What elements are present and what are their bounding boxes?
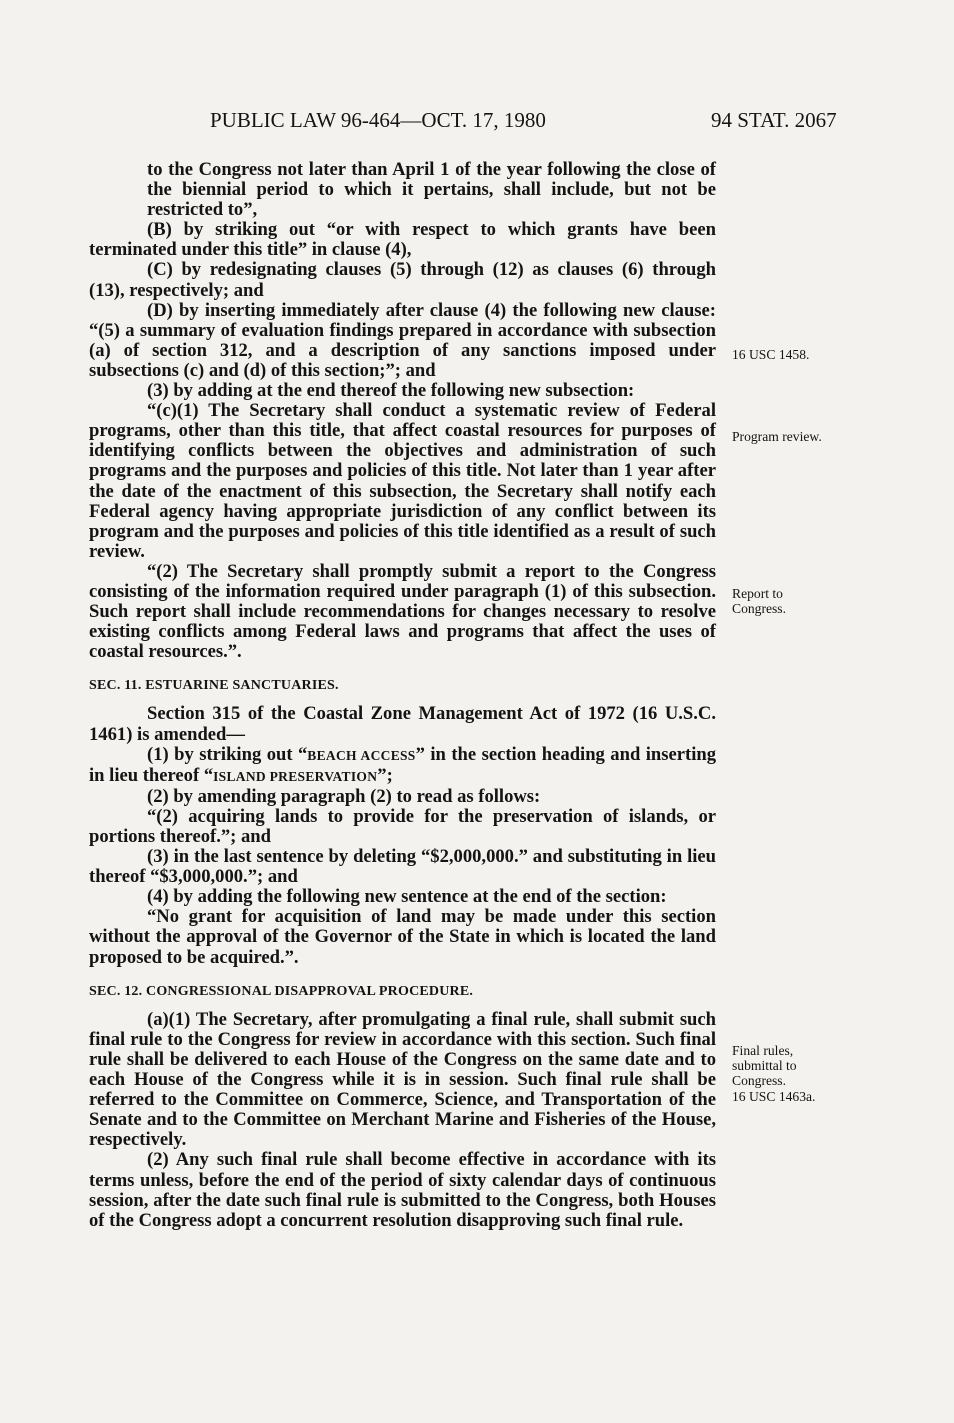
margin-note-report-to: Report to xyxy=(732,586,783,601)
margin-note-final-rules: Final rules, xyxy=(732,1043,794,1058)
island-preservation-term: ISLAND PRESERVATION xyxy=(213,768,378,784)
paragraph-continuation: to the Congress not later than April 1 of the year following the close of the biennial period to which it pertains, shall include, but not be restricted to”, xyxy=(147,159,716,221)
margin-note-congress: Congress. xyxy=(732,601,786,616)
beach-access-term: BEACH ACCESS xyxy=(307,747,416,763)
running-header-stat: 94 STAT. 2067 xyxy=(711,108,837,132)
section-11-quoted-2: “(2) acquiring lands to provide for the preservation of islands, or portions thereof.”; and xyxy=(89,805,716,847)
section-12-heading: SEC. 12. CONGRESSIONAL DISAPPROVAL PROCEDURE. xyxy=(89,983,474,999)
section-12-a1: (a)(1) The Secretary, after promulgating a final rule, shall submit such final rule to the Congress for review in accordance with this section. Such final rule shall be delivered to each House of the Congress on the same date and to each House of the Congress while it is in session. Such final rule shall be referred to the Committee on Commerce, Science, and Transportation of the Senate and to the Committee on Merchant Marine and Fisheries of the House, respectively. xyxy=(89,1008,716,1151)
running-header-law: PUBLIC LAW 96-464—OCT. 17, 1980 xyxy=(210,108,546,132)
margin-note-submittal: submittal to xyxy=(732,1058,797,1073)
margin-note-usc-1458: 16 USC 1458. xyxy=(732,347,810,362)
margin-note-congress-2: Congress. xyxy=(732,1073,786,1088)
subsection-c1: “(c)(1) The Secretary shall conduct a systematic review of Federal programs, other than this title, that affect coastal resources for purposes of identifying conflicts between the objectives and administration of such programs and the purposes and policies of this title. Not later than 1 year after the date of the enactment of this subsection, the Secretary shall notify each Federal agency having appropriate jurisdiction of any conflict between its program and the purposes and policies of this title identified as a result of such review. xyxy=(89,400,716,562)
section-11-heading: SEC. 11. ESTUARINE SANCTUARIES. xyxy=(89,678,339,694)
section-12-a2: (2) Any such final rule shall become effective in accordance with its terms unless, before the end of the period of sixty calendar days of continuous session, after the date such final rule is submitted to the Congress, both Houses of the Congress adopt a concurrent resolution disapproving such final rule. xyxy=(89,1149,716,1231)
clause-c: (C) by redesignating clauses (5) through (12) as clauses (6) through (13), respectively; and xyxy=(89,259,716,301)
body-text xyxy=(89,160,716,1231)
item-1-text-a: (1) by striking out “ xyxy=(147,743,308,765)
section-11-item-2: (2) by amending paragraph (2) to read as follows: xyxy=(147,785,541,807)
section-11-intro: Section 315 of the Coastal Zone Management Act of 1972 (16 U.S.C. 1461) is amended— xyxy=(89,703,716,745)
item-1-text-c: ”; xyxy=(377,764,393,786)
margin-note-program-review: Program review. xyxy=(732,429,822,444)
clause-b: (B) by striking out “or with respect to which grants have been terminated under this title” in clause (4), xyxy=(89,219,716,261)
margin-note-usc-1463a: 16 USC 1463a. xyxy=(732,1089,816,1104)
section-11-item-4: (4) by adding the following new sentence at the end of the section: xyxy=(147,886,667,908)
section-11-item-1 xyxy=(89,745,716,787)
section-11-item-3: (3) in the last sentence by deleting “$2,000,000.” and substituting in lieu thereof “$3,000,000.”; and xyxy=(89,846,716,888)
item-3: (3) by adding at the end thereof the following new subsection: xyxy=(147,380,635,402)
clause-d: (D) by inserting immediately after clause (4) the following new clause: “(5) a summary of evaluation findings prepared in accordance with subsection (a) of section 312, and a description of any sanctions imposed under subsections (c) and (d) of this section;”; and xyxy=(89,299,716,381)
subsection-c2: “(2) The Secretary shall promptly submit a report to the Congress consisting of the information required under paragraph (1) of this subsection. Such report shall include recommendations for changes necessary to resolve existing conflicts among Federal laws and programs that affect the uses of coastal resources.”. xyxy=(89,560,716,663)
section-11-new-sentence: “No grant for acquisition of land may be made under this section without the approval of the Governor of the State in which is located the land proposed to be acquired.”. xyxy=(89,906,716,968)
item-1-text-b: ” in the section heading and inserting in lieu thereof “ xyxy=(89,743,716,786)
